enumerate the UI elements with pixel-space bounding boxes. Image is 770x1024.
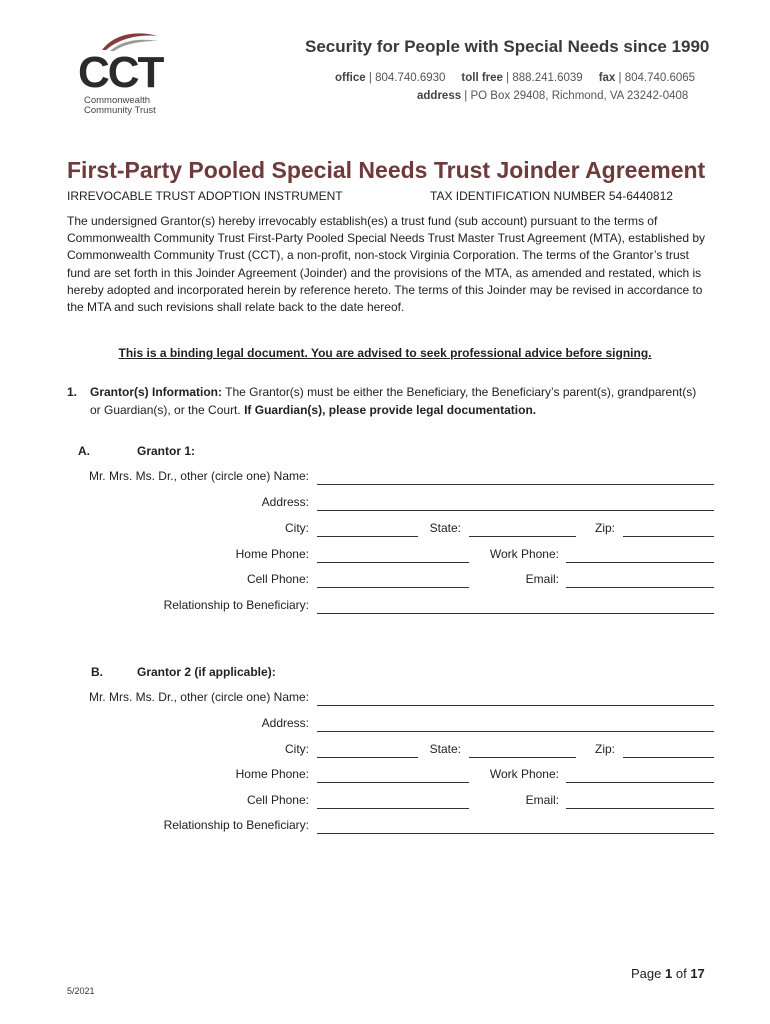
revision-date: 5/2021 — [67, 986, 95, 996]
grantor-b-name-field[interactable] — [317, 705, 714, 706]
grantor-a-city-label: City: — [285, 521, 309, 535]
grantor-b-address-label: Address: — [261, 716, 309, 730]
intro-paragraph: The undersigned Grantor(s) hereby irrevocably establish(es) a trust fund (sub account) pursuant to the terms of Commonwealth Community Trust First-Party Pooled Special Needs Trust Master Trust Agreement (MTA), established by Commonwealth Community Trust (CCT), a non-profit, non-stock Virginia Corporation. The terms of the Grantor’s trust fund are set forth in this Joinder Agreement (Joinder) and the provisions of the MTA, as amended and restated, which is hereby adopted and incorporated herein by reference hereto. The terms of this Joinder may be revised in accordance to the MTA and such revisions shall relate back to the date hereof. — [67, 214, 706, 315]
subtitle-tax-id: TAX IDENTIFICATION NUMBER 54-6440812 — [430, 189, 673, 203]
logo-name-line2: Community Trust — [84, 105, 156, 116]
page-current: 1 — [665, 966, 673, 981]
office-value: 804.740.6930 — [375, 72, 446, 84]
logo-text: CCT — [78, 48, 163, 97]
grantor-b-name-label: Mr. Mrs. Ms. Dr., other (circle one) Name: — [88, 690, 309, 704]
grantor-a-work-phone-label: Work Phone: — [489, 547, 559, 561]
contact-phones: office | 804.740.6930 toll free | 888.241.6039 fax | 804.740.6065 — [335, 72, 696, 84]
grantor-a-state-label: State: — [429, 521, 461, 535]
tollfree-value: 888.241.6039 — [512, 72, 583, 84]
grantor-a-address-label: Address: — [261, 495, 309, 509]
grantor-a-address-field[interactable] — [317, 510, 714, 511]
binding-warning: This is a binding legal document. You are advised to seek professional advice before signing. — [118, 346, 652, 360]
grantor-b-work-phone-label: Work Phone: — [489, 767, 559, 781]
grantor-a-work-phone-field[interactable] — [566, 562, 714, 563]
grantor-b-relationship-field[interactable] — [317, 833, 714, 834]
logo-name-line1: Commonwealth — [84, 95, 150, 106]
grantor-b-relationship-label: Relationship to Beneficiary: — [163, 818, 309, 832]
page-total: 17 — [690, 966, 705, 981]
grantor-a-relationship-label: Relationship to Beneficiary: — [163, 598, 309, 612]
section-1-body — [90, 383, 707, 419]
grantor-a-zip-field[interactable] — [623, 536, 714, 537]
grantor-b-zip-field[interactable] — [623, 757, 714, 758]
grantor-a-cell-phone-field[interactable] — [317, 587, 469, 588]
office-label: office — [335, 72, 366, 84]
grantor-a-title: Grantor 1: — [137, 444, 196, 458]
grantor-b-home-phone-label: Home Phone: — [235, 767, 309, 781]
grantor-a-home-phone-label: Home Phone: — [235, 547, 309, 561]
page-of: of — [675, 966, 687, 981]
grantor-b-city-label: City: — [285, 742, 309, 756]
grantor-b-cell-phone-field[interactable] — [317, 808, 469, 809]
grantor-b-zip-label: Zip: — [594, 742, 615, 756]
address-value: PO Box 29408, Richmond, VA 23242-0408 — [470, 90, 689, 102]
grantor-a-email-label: Email: — [525, 572, 559, 586]
grantor-a-email-field[interactable] — [566, 587, 714, 588]
grantor-a-state-field[interactable] — [469, 536, 576, 537]
grantor-a-name-label: Mr. Mrs. Ms. Dr., other (circle one) Name: — [88, 469, 309, 483]
grantor-b-state-field[interactable] — [469, 757, 576, 758]
section-1-text: The Grantor(s) must be either the Beneficiary, the Beneficiary’s parent(s), grandparent(s) or Guardian(s), or the Court. — [90, 385, 697, 417]
page-label: Page — [631, 966, 662, 981]
grantor-a-letter: A. — [78, 444, 90, 458]
grantor-a-zip-label: Zip: — [594, 521, 615, 535]
grantor-b-address-field[interactable] — [317, 731, 714, 732]
grantor-b-city-field[interactable] — [317, 757, 418, 758]
address-label: address — [417, 90, 462, 102]
grantor-b-email-label: Email: — [525, 793, 559, 807]
page-number — [631, 966, 705, 981]
fax-label: fax — [598, 72, 616, 84]
tollfree-label: toll free — [461, 72, 503, 84]
section-1-number: 1. — [67, 385, 78, 399]
grantor-b-home-phone-field[interactable] — [317, 782, 469, 783]
section-1-emphasis: If Guardian(s), please provide legal documentation. — [244, 403, 537, 417]
cct-logo — [78, 28, 188, 118]
document-title: First-Party Pooled Special Needs Trust Joinder Agreement — [67, 157, 706, 183]
grantor-b-cell-phone-label: Cell Phone: — [246, 793, 309, 807]
grantor-a-city-field[interactable] — [317, 536, 418, 537]
tagline: Security for People with Special Needs since 1990 — [305, 37, 710, 56]
grantor-b-work-phone-field[interactable] — [566, 782, 714, 783]
grantor-a-relationship-field[interactable] — [317, 613, 714, 614]
contact-address: address | PO Box 29408, Richmond, VA 23242-0408 — [417, 90, 689, 102]
grantor-b-letter: B. — [91, 665, 103, 679]
grantor-b-state-label: State: — [429, 742, 461, 756]
grantor-a-cell-phone-label: Cell Phone: — [246, 572, 309, 586]
logo-org-name — [84, 96, 156, 116]
section-1 — [67, 383, 707, 419]
grantor-a-name-field[interactable] — [317, 484, 714, 485]
grantor-b-title: Grantor 2 (if applicable): — [137, 665, 276, 679]
grantor-a-home-phone-field[interactable] — [317, 562, 469, 563]
fax-value: 804.740.6065 — [624, 72, 696, 84]
grantor-b-email-field[interactable] — [566, 808, 714, 809]
subtitle-instrument: IRREVOCABLE TRUST ADOPTION INSTRUMENT — [67, 189, 343, 203]
section-1-heading: Grantor(s) Information: — [90, 385, 222, 399]
